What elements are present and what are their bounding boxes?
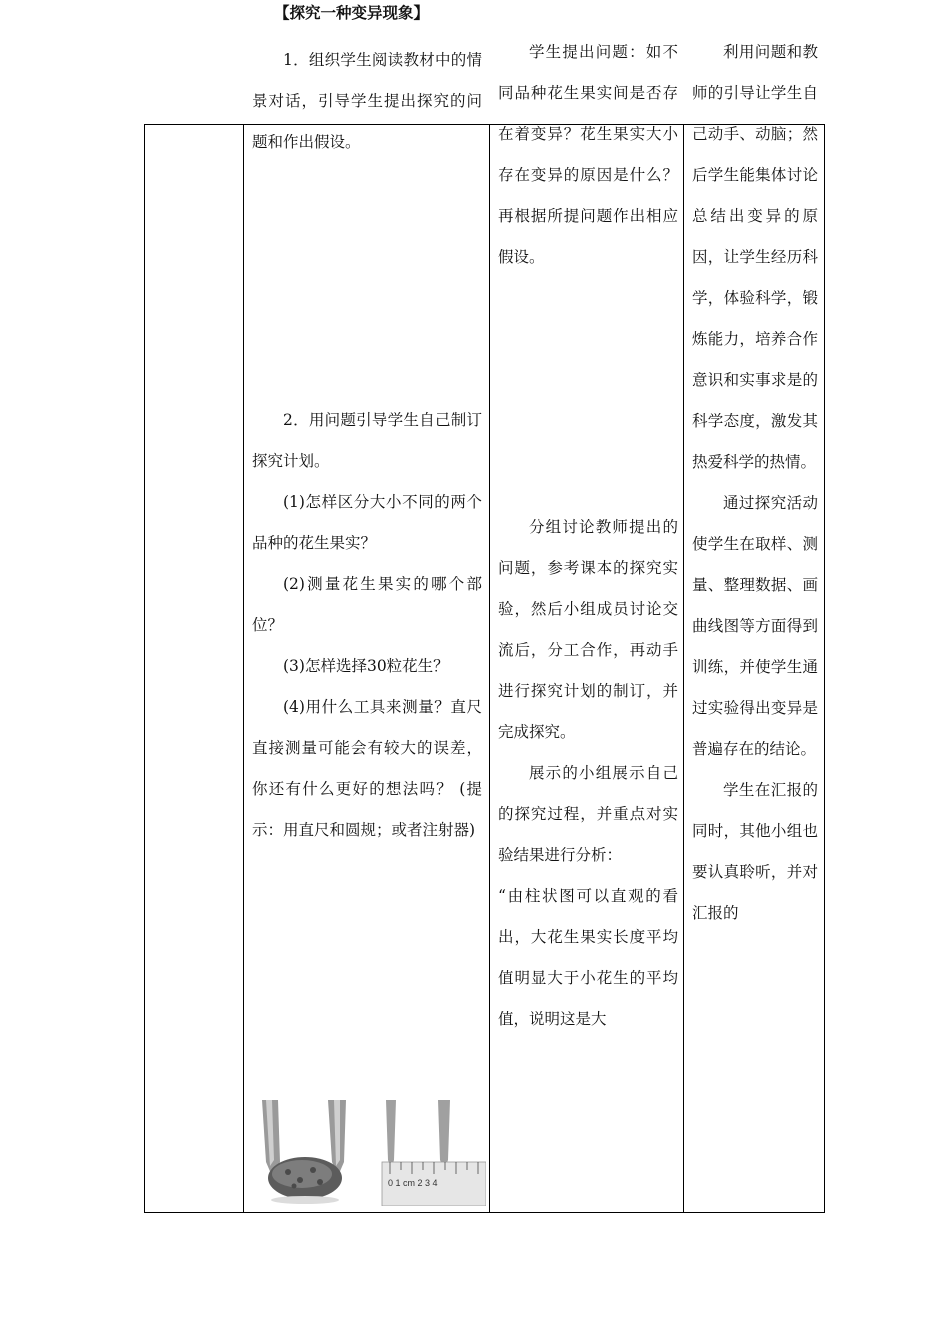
design-intent-cell [692,0,818,934]
student-step-4: “由柱状图可以直观的看出，大花生果实长度平均值明显大于小花生的平均值，说明这是大 [498,887,678,1028]
measurement-photos [258,1100,486,1206]
column-divider [683,125,684,1212]
student-step-3: 展示的小组展示自己的探究过程，并重点对实验结果进行分析： [498,764,678,864]
ruler-caliper-photo [382,1100,486,1206]
student-step-2: 分组讨论教师提出的问题，参考课本的探究实验，然后小组成员讨论交流后，分工合作，再动手进行探究计划的制订，并完成探究。 [498,518,678,741]
teacher-step-1: 1．组织学生阅读教材中的情景对话，引导学生提出探究的问题和作出假设。 [252,51,482,151]
section-heading: 【探究一种变异现象】 [274,3,430,22]
teacher-step-2: 2．用问题引导学生自己制订探究计划。 [252,411,482,470]
student-step-1: 学生提出问题：如不同品种花生果实间是否存在着变异？花生果实大小存在变异的原因是什么？再根据所提问题作出相应假设。 [498,43,678,266]
intent-3: 学生在汇报的同时，其他小组也要认真聆听，并对汇报的 [692,781,818,922]
question-1: (1)怎样区分大小不同的两个品种的花生果实？ [252,493,482,552]
question-2: (2)测量花生果实的哪个部位？ [252,575,482,634]
ruler-scale-label: 0 1 cm 2 3 4 [388,1178,438,1188]
intent-2: 通过探究活动使学生在取样、测量、整理数据、画曲线图等方面得到训练，并使学生通过实验得出变异是普遍存在的结论。 [692,494,818,758]
intent-1: 利用问题和教师的引导让学生自己动手、动脑；然后学生能集体讨论总结出变异的原因，让学生经历科学，体验科学，锻炼能力，培养合作意识和实事求是的科学态度，激发其热爱科学的热情。 [692,43,818,471]
teacher-activity-cell [252,0,482,851]
student-activity-cell [498,0,678,1040]
column-divider [243,125,244,1212]
peanut-caliper-photo [258,1100,358,1206]
question-3: (3)怎样选择30粒花生？ [283,657,449,675]
question-4: (4)用什么工具来测量？直尺直接测量可能会有较大的误差，你还有什么更好的想法吗？ (提示：用直尺和圆规；或者注射器) [252,698,482,839]
column-divider [489,125,490,1212]
